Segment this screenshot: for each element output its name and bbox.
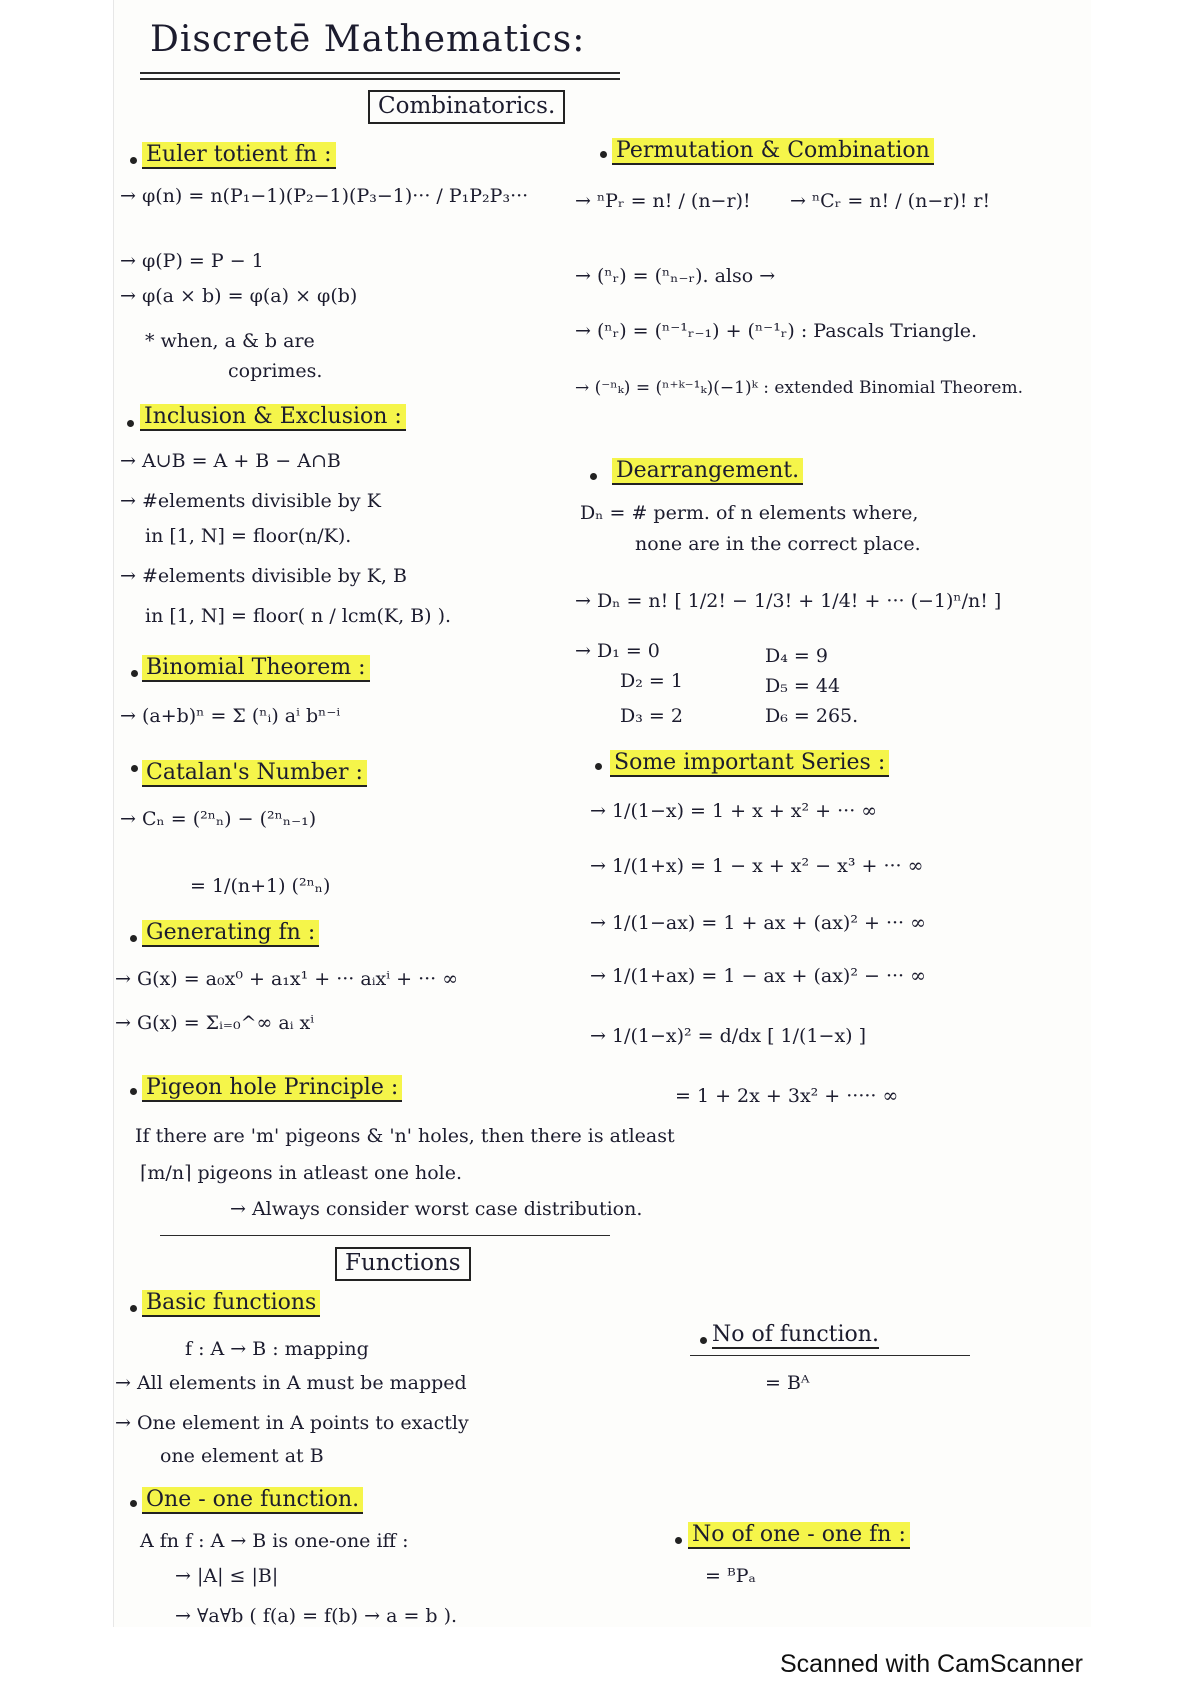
basic-functions-heading: Basic functions	[142, 1290, 320, 1317]
generating-line: → G(x) = a₀x⁰ + a₁x¹ + ··· aᵢxⁱ + ··· ∞	[115, 968, 459, 990]
series-line: = 1 + 2x + 3x² + ····· ∞	[675, 1085, 899, 1107]
bullet	[127, 420, 134, 427]
binomial-line: → (a+b)ⁿ = Σ (ⁿᵢ) aⁱ bⁿ⁻ⁱ	[120, 705, 341, 727]
perm-line: → (ⁿᵣ) = (ⁿ⁻¹ᵣ₋₁) + (ⁿ⁻¹ᵣ) : Pascals Triangle.	[575, 320, 978, 342]
generating-line: → G(x) = Σᵢ₌₀^∞ aᵢ xⁱ	[115, 1012, 315, 1034]
bullet	[130, 1088, 137, 1095]
catalan-heading: Catalan's Number :	[142, 760, 367, 787]
scanner-watermark: Scanned with CamScanner	[780, 1650, 1083, 1678]
bullet	[590, 473, 597, 480]
bullet	[675, 1537, 682, 1544]
d-value: D₄ = 9	[765, 645, 828, 667]
euler-line: * when, a & b are	[145, 330, 315, 352]
one-one-line: A fn f : A → B is one-one iff :	[140, 1530, 409, 1552]
basic-line: → One element in A points to exactly	[115, 1412, 469, 1434]
bullet	[130, 157, 137, 164]
pigeonhole-line: → Always consider worst case distribution.	[230, 1198, 643, 1220]
euler-line: → φ(n) = n(P₁−1)(P₂−1)(P₃−1)··· / P₁P₂P₃···	[120, 185, 529, 207]
inclusion-line: → A∪B = A + B − A∩B	[120, 450, 341, 472]
derangement-line: → Dₙ = n! [ 1/2! − 1/3! + 1/4! + ··· (−1)ⁿ/n! ]	[575, 590, 1002, 612]
bullet	[130, 1500, 137, 1507]
series-line: → 1/(1−ax) = 1 + ax + (ax)² + ··· ∞	[590, 912, 926, 934]
series-line: → 1/(1+x) = 1 − x + x² − x³ + ··· ∞	[590, 855, 924, 877]
perm-line: → (⁻ⁿₖ) = (ⁿ⁺ᵏ⁻¹ₖ)(−1)ᵏ : extended Binomial Theorem.	[575, 378, 1023, 398]
pigeonhole-line: If there are 'm' pigeons & 'n' holes, then there is atleast	[135, 1125, 675, 1147]
derangement-line: none are in the correct place.	[635, 533, 921, 555]
section-functions: Functions	[335, 1247, 471, 1281]
one-one-heading: One - one function.	[142, 1487, 363, 1514]
d-value: D₃ = 2	[620, 705, 683, 727]
euler-heading-wrap	[142, 142, 336, 168]
bullet	[130, 935, 137, 942]
euler-line: → φ(P) = P − 1	[120, 250, 264, 272]
one-one-line: → |A| ≤ |B|	[175, 1565, 279, 1587]
no-of-function-value: = Bᴬ	[765, 1372, 810, 1394]
bullet	[595, 763, 602, 770]
perm-line: → ⁿCᵣ = n! / (n−r)! r!	[790, 190, 991, 212]
generating-heading-wrap	[142, 920, 319, 946]
title-underline	[140, 72, 620, 74]
no-of-one-one-heading: No of one - one fn :	[688, 1522, 910, 1549]
euler-line: → φ(a × b) = φ(a) × φ(b)	[120, 285, 358, 307]
inclusion-line: in [1, N] = floor(n/K).	[145, 525, 352, 547]
generating-heading: Generating fn :	[142, 920, 319, 947]
series-line: → 1/(1−x) = 1 + x + x² + ··· ∞	[590, 800, 878, 822]
no-one-one-heading-wrap	[688, 1522, 910, 1548]
d-value: → D₁ = 0	[575, 640, 660, 662]
pigeonhole-line: ⌈m/n⌉ pigeons in atleast one hole.	[140, 1162, 463, 1184]
basic-line: f : A → B : mapping	[185, 1338, 369, 1360]
inclusion-line: → #elements divisible by K, B	[120, 565, 407, 587]
inclusion-line: in [1, N] = floor( n / lcm(K, B) ).	[145, 605, 452, 627]
inclusion-heading-wrap	[140, 404, 406, 430]
bullet	[131, 670, 138, 677]
basic-line: one element at B	[160, 1445, 324, 1467]
series-line: → 1/(1+ax) = 1 − ax + (ax)² − ··· ∞	[590, 965, 926, 987]
catalan-heading-wrap	[142, 760, 367, 786]
euler-line: coprimes.	[228, 360, 323, 382]
derangement-line: Dₙ = # perm. of n elements where,	[580, 502, 919, 524]
divider	[690, 1355, 970, 1356]
bullet	[600, 151, 607, 158]
inclusion-heading: Inclusion & Exclusion :	[140, 404, 406, 431]
series-heading-wrap	[610, 750, 889, 776]
no-fn-heading-wrap	[712, 1322, 879, 1348]
inclusion-line: → #elements divisible by K	[120, 490, 381, 512]
series-heading: Some important Series :	[610, 750, 889, 777]
perm-line: → (ⁿᵣ) = (ⁿₙ₋ᵣ). also →	[575, 265, 776, 287]
perm-heading-wrap	[612, 138, 934, 164]
basic-line: → All elements in A must be mapped	[115, 1372, 467, 1394]
perm-heading: Permutation & Combination	[612, 138, 934, 165]
one-one-line: → ∀a∀b ( f(a) = f(b) → a = b ).	[175, 1605, 458, 1627]
euler-heading: Euler totient fn :	[142, 142, 336, 169]
bullet	[131, 765, 138, 772]
divider	[160, 1235, 610, 1236]
bullet	[130, 1305, 137, 1312]
series-line: → 1/(1−x)² = d/dx [ 1/(1−x) ]	[590, 1025, 867, 1047]
pigeonhole-heading-wrap	[142, 1075, 402, 1101]
pigeonhole-heading: Pigeon hole Principle :	[142, 1075, 402, 1102]
no-of-function-heading: No of function.	[712, 1322, 879, 1347]
page-title: Discretē Mathematics:	[150, 19, 586, 60]
title-underline-2	[140, 78, 620, 80]
no-of-one-one-value: = ᴮPₐ	[705, 1565, 756, 1587]
basic-heading-wrap	[142, 1290, 320, 1316]
catalan-line: → Cₙ = (²ⁿₙ) − (²ⁿₙ₋₁)	[120, 808, 317, 830]
bullet	[700, 1337, 707, 1344]
binomial-heading: Binomial Theorem :	[142, 655, 370, 682]
binomial-heading-wrap	[142, 655, 370, 681]
derangement-heading-wrap	[612, 458, 803, 484]
perm-line: → ⁿPᵣ = n! / (n−r)!	[575, 190, 751, 212]
derangement-heading: Dearrangement.	[612, 458, 803, 485]
d-value: D₅ = 44	[765, 675, 841, 697]
d-value: D₆ = 265.	[765, 705, 859, 727]
section-combinatorics: Combinatorics.	[368, 90, 565, 124]
catalan-line: = 1/(n+1) (²ⁿₙ)	[190, 875, 331, 897]
one-one-heading-wrap	[142, 1487, 363, 1513]
d-value: D₂ = 1	[620, 670, 683, 692]
